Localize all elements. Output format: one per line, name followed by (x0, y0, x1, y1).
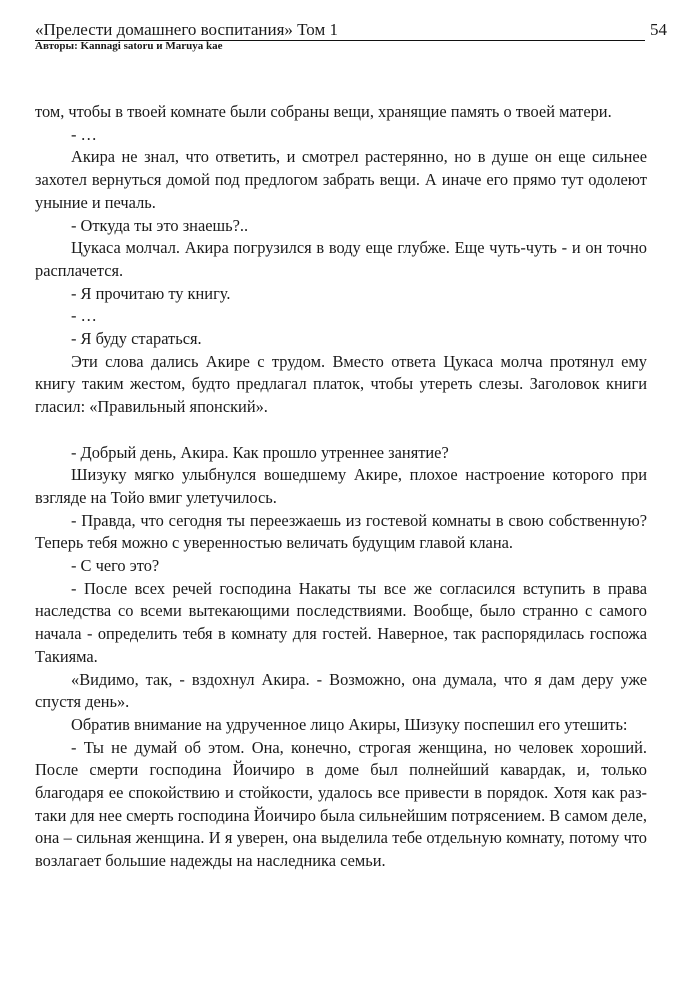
paragraph: том, чтобы в твоей комнате были собраны вещи, хранящие память о твоей матери. (35, 102, 612, 121)
book-title: «Прелести домашнего воспитания» Том 1 (35, 20, 338, 39)
paragraph: Акира не знал, что ответить, и смотрел растерянно, но в душе он еще сильнее захотел вернуться домой под предлогом забрать вещи. А иначе его прямо тут одолеют уныние и печаль. (35, 147, 647, 212)
paragraph: «Видимо, так, - вздохнул Акира. - Возможно, она думала, что я дам деру уже спустя день». (35, 669, 647, 712)
paragraph: Эти слова дались Акире с трудом. Вместо ответа Цукаса молча протянул ему книгу таким жестом, будто предлагал платок, чтобы утереть слезы. Заголовок книги гласил: «Правильный японский». (35, 351, 647, 417)
paragraph: - … (71, 124, 97, 144)
page-number: 54 (650, 20, 667, 39)
paragraph: - Добрый день, Акира. Как прошло утреннее занятие? (71, 442, 449, 462)
paragraph: - Откуда ты это знаешь?.. (71, 215, 249, 235)
paragraph: - Ты не думай об этом. Она, конечно, строгая женщина, но человек хороший. После смерти господина Йоичиро в доме был полнейший кавардак, и, только благодаря ее спокойствию и стойкости, удалось все привести в порядок. Хотя как раз-таки для нее смерть господина Йоичиро была сильнейшим потрясением. В самом деле, она – сильная женщина. И я уверен, она выделила тебе отдельную комнату, потому что возлагает большие надежды на наследника семьи. (35, 737, 647, 871)
paragraph: - Правда, что сегодня ты переезжаешь из гостевой комнаты в свою собственную? Теперь тебя можно с уверенностью величать будущим главой клана. (35, 510, 647, 553)
paragraph: Цукаса молчал. Акира погрузился в воду еще глубже. Еще чуть-чуть - и он точно расплачется. (35, 238, 647, 280)
body-text (35, 101, 647, 873)
paragraph: - С чего это? (71, 556, 160, 576)
paragraph: - Я буду стараться. (71, 329, 202, 349)
authors-line: Авторы: Kannagi satoru и Maruya kae (35, 40, 223, 52)
paragraph: Шизуку мягко улыбнулся вошедшему Акире, плохое настроение которого при взгляде на Тойо вмиг улетучилось. (35, 465, 647, 507)
paragraph: Обратив внимание на удрученное лицо Акиры, Шизуку поспешил его утешить: (71, 714, 628, 734)
paragraph-gap (35, 419, 647, 442)
paragraph: - … (71, 306, 97, 326)
running-header (35, 20, 645, 41)
paragraph: - Я прочитаю ту книгу. (71, 283, 231, 303)
paragraph: - После всех речей господина Накаты ты все же согласился вступить в права наследства со всеми вытекающими последствиями. Вообще, было странно с самого начала - определить тебя в комнату для гостей. Наверное, так распорядилась госпожа Такияма. (35, 578, 647, 666)
